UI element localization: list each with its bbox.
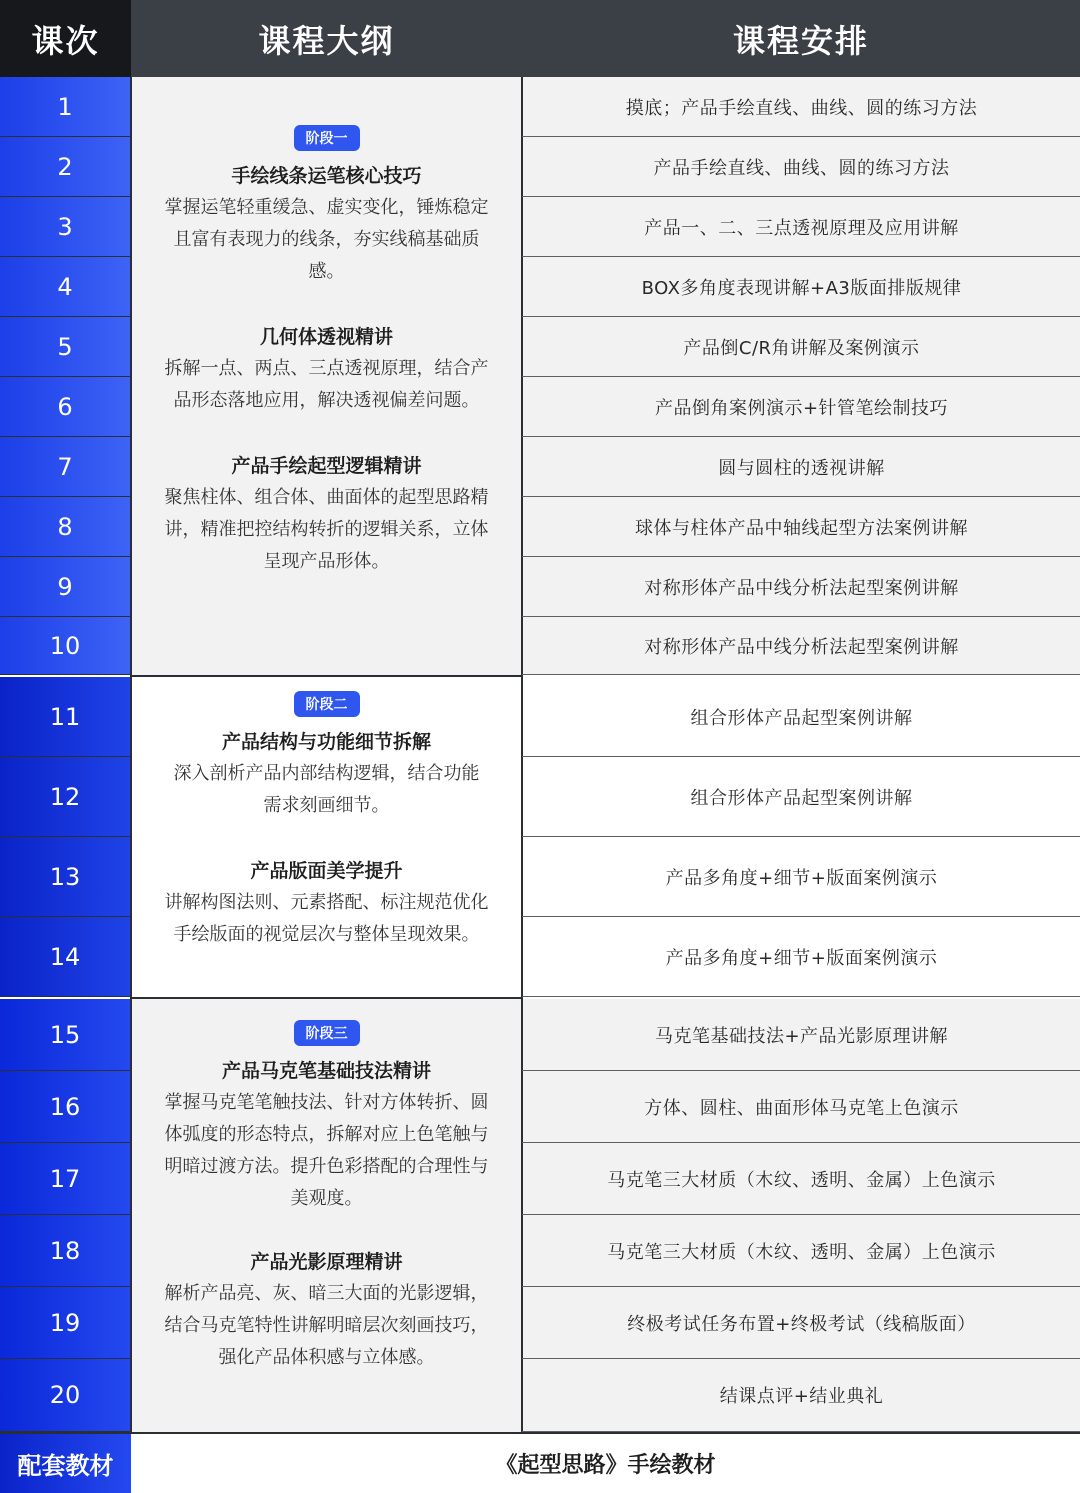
row-divider [522, 756, 1080, 757]
row-divider [522, 616, 1080, 617]
module-title: 产品版面美学提升 [250, 860, 403, 882]
lesson-number: 5 [0, 317, 130, 376]
lesson-number: 16 [0, 1071, 130, 1142]
stage-divider [131, 997, 522, 999]
schedule-item: 产品多角度+细节+版面案例演示 [523, 917, 1080, 996]
lesson-number: 13 [0, 837, 130, 916]
column-divider [130, 77, 132, 1432]
row-divider [0, 436, 131, 437]
module-desc: 深入剖析产品内部结构逻辑，结合功能 需求刻画细节。 [173, 763, 480, 816]
schedule-item: 产品多角度+细节+版面案例演示 [523, 837, 1080, 916]
schedule-item: 马克笔三大材质（木纹、透明、金属）上色演示 [523, 1143, 1080, 1214]
stage-2-outline [131, 676, 522, 997]
lesson-number: 15 [0, 999, 130, 1070]
lesson-number: 6 [0, 377, 130, 436]
lesson-number: 8 [0, 497, 130, 556]
schedule-item: 马克笔三大材质（木纹、透明、金属）上色演示 [523, 1215, 1080, 1286]
schedule-item: BOX多角度表现讲解+A3版面排版规律 [523, 257, 1080, 316]
row-divider [0, 1358, 131, 1359]
row-divider [0, 674, 131, 675]
row-divider [0, 376, 131, 377]
lesson-number: 4 [0, 257, 130, 316]
schedule-item: 摸底；产品手绘直线、曲线、圆的练习方法 [523, 77, 1080, 136]
header-outline: 课程大纲 [131, 0, 522, 77]
module-desc: 掌握马克笔笔触技法、针对方体转折、圆 体弧度的形态特点，拆解对应上色笔触与 明暗过渡方法。提升色彩搭配的合理性与 美观度。 [164, 1092, 489, 1209]
row-divider [0, 1142, 131, 1143]
module-title: 手绘线条运笔核心技巧 [231, 165, 422, 187]
row-divider [522, 256, 1080, 257]
row-divider [0, 1214, 131, 1215]
schedule-item: 产品一、二、三点透视原理及应用讲解 [523, 197, 1080, 256]
row-divider [522, 1214, 1080, 1215]
row-divider [522, 674, 1080, 675]
row-divider [522, 1070, 1080, 1071]
row-divider [522, 196, 1080, 197]
lesson-number: 18 [0, 1215, 130, 1286]
row-divider [522, 376, 1080, 377]
module-title: 产品结构与功能细节拆解 [221, 731, 431, 753]
schedule-item: 马克笔基础技法+产品光影原理讲解 [523, 999, 1080, 1070]
footer-textbook: 《起型思路》手绘教材 [131, 1433, 1080, 1493]
row-divider [0, 1286, 131, 1287]
lesson-number: 3 [0, 197, 130, 256]
row-divider [0, 1431, 131, 1432]
stage-1-outline [131, 77, 522, 675]
row-divider [522, 916, 1080, 917]
module-desc: 解析产品亮、灰、暗三大面的光影逻辑， 结合马克笔特性讲解明暗层次刻画技巧， 强化产品体积感与立体感。 [164, 1283, 489, 1368]
module-desc: 聚焦柱体、组合体、曲面体的起型思路精 讲，精准把控结构转折的逻辑关系，立体 呈现产品形体。 [164, 487, 489, 572]
module-title: 产品手绘起型逻辑精讲 [231, 455, 422, 477]
footer-label: 配套教材 [0, 1433, 131, 1493]
lesson-number: 12 [0, 757, 130, 836]
schedule-item: 对称形体产品中线分析法起型案例讲解 [523, 557, 1080, 616]
stage-badge: 阶段二 [294, 691, 360, 717]
module-title: 几何体透视精讲 [259, 326, 393, 348]
lesson-number: 14 [0, 917, 130, 996]
stage-badge: 阶段三 [294, 1020, 360, 1046]
module-desc: 讲解构图法则、元素搭配、标注规范优化 手绘版面的视觉层次与整体呈现效果。 [164, 892, 489, 945]
module-desc: 掌握运笔轻重缓急、虚实变化，锤炼稳定 且富有表现力的线条，夯实线稿基础质 感。 [164, 197, 489, 282]
lesson-number: 17 [0, 1143, 130, 1214]
lesson-number: 10 [0, 617, 130, 674]
row-divider [522, 836, 1080, 837]
row-divider [522, 556, 1080, 557]
schedule-item: 方体、圆柱、曲面形体马克笔上色演示 [523, 1071, 1080, 1142]
lesson-number: 2 [0, 137, 130, 196]
schedule-item: 圆与圆柱的透视讲解 [523, 437, 1080, 496]
schedule-item: 组合形体产品起型案例讲解 [523, 677, 1080, 756]
row-divider [0, 136, 131, 137]
lesson-number: 19 [0, 1287, 130, 1358]
schedule-item: 产品倒角案例演示+针管笔绘制技巧 [523, 377, 1080, 436]
row-divider [0, 496, 131, 497]
schedule-item: 组合形体产品起型案例讲解 [523, 757, 1080, 836]
row-divider [0, 996, 131, 997]
module-title: 产品光影原理精讲 [250, 1251, 403, 1273]
footer-divider [0, 1432, 1080, 1434]
module-title: 产品马克笔基础技法精讲 [221, 1060, 431, 1082]
row-divider [522, 436, 1080, 437]
lesson-number: 11 [0, 677, 130, 756]
header-lesson: 课次 [0, 0, 131, 77]
row-divider [0, 836, 131, 837]
schedule-item: 终极考试任务布置+终极考试（线稿版面） [523, 1287, 1080, 1358]
header-schedule: 课程安排 [522, 0, 1080, 77]
schedule-item: 球体与柱体产品中轴线起型方法案例讲解 [523, 497, 1080, 556]
row-divider [522, 1286, 1080, 1287]
stage-divider [131, 675, 522, 677]
stage-badge: 阶段一 [294, 125, 360, 151]
row-divider [0, 616, 131, 617]
lesson-number: 7 [0, 437, 130, 496]
row-divider [522, 316, 1080, 317]
row-divider [522, 996, 1080, 997]
schedule-item: 产品倒C/R角讲解及案例演示 [523, 317, 1080, 376]
schedule-item: 产品手绘直线、曲线、圆的练习方法 [523, 137, 1080, 196]
row-divider [0, 916, 131, 917]
lesson-number: 1 [0, 77, 130, 136]
row-divider [522, 496, 1080, 497]
row-divider [522, 1358, 1080, 1359]
row-divider [522, 1142, 1080, 1143]
module-desc: 拆解一点、两点、三点透视原理，结合产 品形态落地应用，解决透视偏差问题。 [164, 358, 489, 411]
row-divider [0, 1070, 131, 1071]
schedule-item: 结课点评+结业典礼 [523, 1359, 1080, 1431]
row-divider [0, 556, 131, 557]
row-divider [0, 316, 131, 317]
column-divider [521, 77, 523, 1432]
row-divider [0, 256, 131, 257]
schedule-item: 对称形体产品中线分析法起型案例讲解 [523, 617, 1080, 674]
stage-3-outline [131, 998, 522, 1432]
row-divider [0, 196, 131, 197]
row-divider [522, 136, 1080, 137]
lesson-number: 20 [0, 1359, 130, 1431]
lesson-number: 9 [0, 557, 130, 616]
row-divider [0, 756, 131, 757]
row-divider [522, 1431, 1080, 1432]
